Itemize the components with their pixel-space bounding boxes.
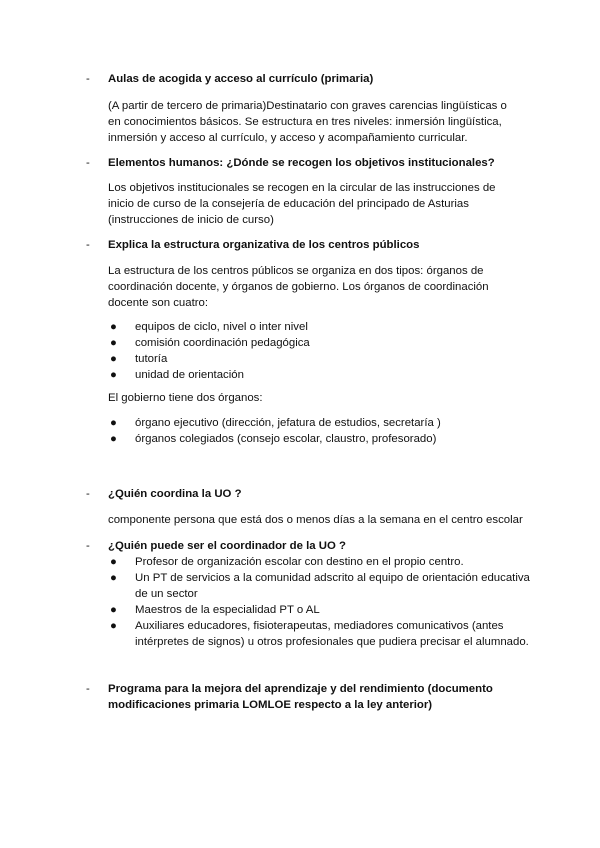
bullet-list	[110, 554, 530, 650]
section-heading: Programa para la mejora del aprendizaje y del rendimiento (documento modificaciones primaria LOMLOE respecto a la ley anterior)	[108, 683, 493, 711]
list-item: ● órganos colegiados (consejo escolar, claustro, profesorado)	[110, 433, 437, 445]
dash-bullet: -	[86, 239, 90, 251]
list-item: ● Un PT de servicios a la comunidad adscrito al equipo de orientación educativa de un sector	[110, 572, 530, 600]
list-item: ● tutoría	[110, 353, 168, 365]
list-item: ● equipos de ciclo, nivel o inter nivel	[110, 321, 308, 333]
dash-bullet: -	[86, 488, 90, 500]
bullet-dot: ●	[110, 620, 117, 632]
section-paragraph: El gobierno tiene dos órganos:	[108, 392, 263, 404]
list-item: ● unidad de orientación	[110, 369, 244, 381]
bullet-dot: ●	[110, 337, 117, 349]
bullet-dot: ●	[110, 353, 117, 365]
section-heading: ¿Quién coordina la UO ?	[108, 488, 242, 500]
section-paragraph: La estructura de los centros públicos se organiza en dos tipos: órganos de coordinación docente, y órganos de gobierno. Los órganos de coordinación docente son cuatro:	[108, 265, 489, 309]
list-item: ● comisión coordinación pedagógica	[110, 337, 310, 349]
dash-bullet: -	[86, 73, 90, 85]
bullet-dot: ●	[110, 417, 117, 429]
dash-bullet: -	[86, 540, 90, 552]
bullet-dot: ●	[110, 369, 117, 381]
section-paragraph: (A partir de tercero de primaria)Destinatario con graves carencias lingüísticas o en conocimientos básicos. Se estructura en tres niveles: inmersión lingüística, inmersión y acceso al currículo, y acceso y acompañamiento curricular.	[108, 100, 507, 144]
bullet-list	[110, 415, 530, 447]
bullet-dot: ●	[110, 572, 117, 584]
list-item: ● Auxiliares educadores, fisioterapeutas, mediadores comunicativos (antes intérpretes de signos) u otros profesionales que pudiera precisar el alumnado.	[110, 620, 529, 648]
section-heading: ¿Quién puede ser el coordinador de la UO ?	[108, 540, 346, 552]
dash-bullet: -	[86, 683, 90, 695]
section-heading: Explica la estructura organizativa de los centros públicos	[108, 239, 420, 251]
dash-bullet: -	[86, 157, 90, 169]
bullet-dot: ●	[110, 604, 117, 616]
list-item: ● órgano ejecutivo (dirección, jefatura de estudios, secretaría )	[110, 417, 441, 429]
section-heading: Aulas de acogida y acceso al currículo (primaria)	[108, 73, 374, 85]
bullet-dot: ●	[110, 321, 117, 333]
list-item: ● Profesor de organización escolar con destino en el propio centro.	[110, 556, 464, 568]
bullet-dot: ●	[110, 433, 117, 445]
bullet-list	[110, 319, 530, 383]
section-paragraph: componente persona que está dos o menos días a la semana en el centro escolar	[108, 514, 523, 526]
list-item: ● Maestros de la especialidad PT o AL	[110, 604, 320, 616]
bullet-dot: ●	[110, 556, 117, 568]
section-heading: Elementos humanos: ¿Dónde se recogen los objetivos institucionales?	[108, 157, 495, 169]
section-paragraph: Los objetivos institucionales se recogen en la circular de las instrucciones de inicio de curso de la consejería de educación del principado de Asturias (instrucciones de inicio de curso)	[108, 182, 496, 226]
